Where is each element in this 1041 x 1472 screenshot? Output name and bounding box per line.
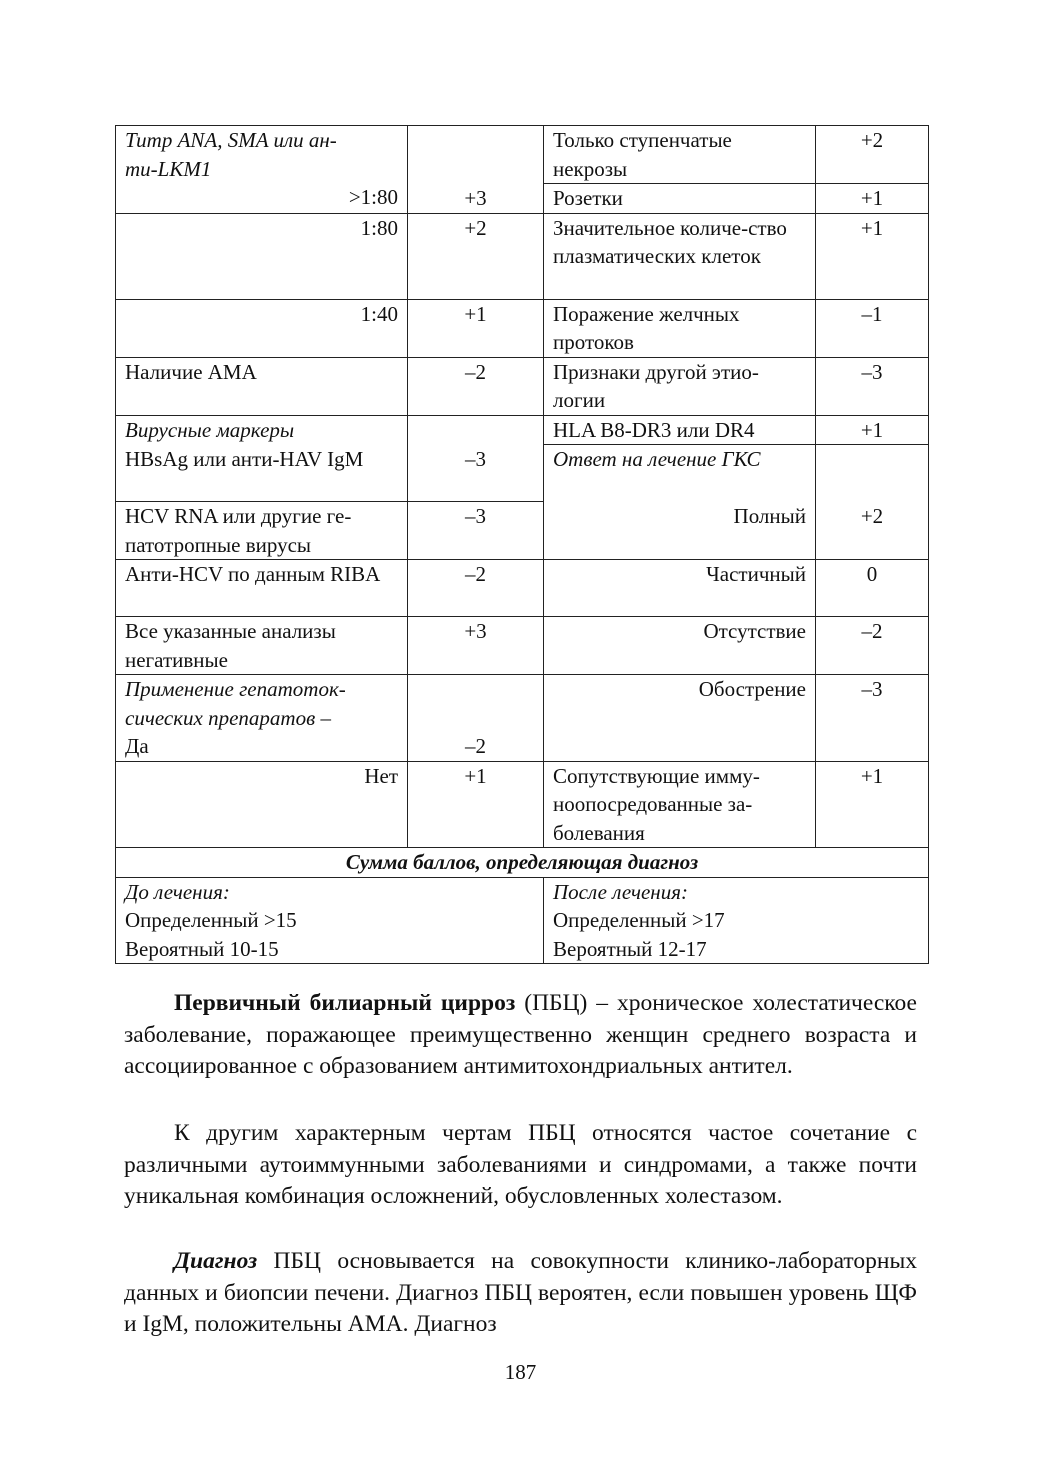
cell-hepatotoxic	[116, 675, 408, 762]
table-row	[116, 415, 929, 445]
left-score: +3	[408, 617, 544, 675]
table-row	[116, 761, 929, 848]
left-label: Да	[125, 734, 149, 758]
after-definite: Определенный >17	[553, 908, 725, 932]
left-score: –2	[408, 357, 544, 415]
left-label: Все указанные анализы негативные	[116, 617, 408, 675]
right-label: Сопутствующие имму-ноопосредованные за-болевания	[544, 761, 816, 848]
left-value: 1:40	[116, 299, 408, 357]
table-row	[116, 560, 929, 617]
cell-ana-titer	[116, 126, 408, 214]
empty-cell	[816, 445, 929, 502]
table-row	[116, 675, 929, 762]
table-row	[116, 357, 929, 415]
right-label: Значительное количе-ство плазматических клеток	[544, 213, 816, 299]
table-row	[116, 213, 929, 299]
ana-titer-label-1: Титр ANA, SMA или ан-	[125, 128, 337, 152]
treatment-response-heading: Ответ на лечение ГКС	[544, 445, 816, 502]
sum-title: Сумма баллов, определяющая диагноз	[116, 848, 929, 878]
left-score: +1	[408, 761, 544, 848]
right-score: –3	[816, 357, 929, 415]
before-probable: Вероятный 10-15	[125, 936, 279, 961]
left-value: 1:80	[116, 213, 408, 299]
right-label: Частичный	[544, 560, 816, 617]
left-label: HBsAg или анти-HAV IgM	[116, 445, 408, 502]
pbc-term: Первичный билиарный цирроз	[174, 990, 516, 1016]
after-probable: Вероятный 12-17	[553, 936, 707, 961]
right-score: +1	[816, 184, 929, 214]
left-score: +2	[408, 213, 544, 299]
page-number: 187	[504, 1360, 537, 1384]
table-row	[116, 126, 929, 184]
paragraph-pbc-definition	[124, 988, 917, 1083]
left-label: HCV RNA или другие ге-патотропные вирусы	[116, 502, 408, 560]
table-row	[116, 617, 929, 675]
left-score: –3	[408, 502, 544, 560]
right-label: Полный	[544, 502, 816, 560]
right-score: +2	[816, 502, 929, 560]
left-score: –2	[408, 675, 544, 762]
right-score: +1	[816, 415, 929, 445]
right-score: –2	[816, 617, 929, 675]
after-treatment-cell	[544, 877, 929, 964]
right-label: HLA B8-DR3 или DR4	[544, 415, 816, 445]
before-definite: Определенный >15	[125, 908, 297, 932]
right-label: Поражение желчных протоков	[544, 299, 816, 357]
pbc-features-text: К другим характерным чертам ПБЦ относятся частое сочетание с различными аутоиммунными заболеваниями и синдромами, а также почти уникальная комбинация осложнений, обусловленных холестазом.	[124, 1120, 917, 1209]
left-score: –3	[408, 445, 544, 502]
table-row	[116, 502, 929, 560]
left-score: +1	[408, 299, 544, 357]
pbc-definition-text: (ПБЦ) – хроническое холестатическое заболевание, поражающее преимущественно женщин среднего возраста и ассоциированное с образованием антимитохондриальных антител.	[124, 990, 917, 1079]
right-score: 0	[816, 560, 929, 617]
right-label: Обострение	[544, 675, 816, 762]
ana-titer-value: >1:80	[348, 185, 398, 209]
after-treatment-heading: После лечения:	[553, 879, 688, 904]
left-score: –2	[408, 560, 544, 617]
right-score: +1	[816, 761, 929, 848]
table-row	[116, 299, 929, 357]
hepatotoxic-heading: Применение гепатоток-сических препаратов –	[125, 677, 346, 730]
right-score: –3	[816, 675, 929, 762]
left-value: Нет	[116, 761, 408, 848]
right-label: Отсутствие	[544, 617, 816, 675]
right-score: +2	[816, 126, 929, 184]
right-score: –1	[816, 299, 929, 357]
table-row	[116, 445, 929, 502]
viral-markers-heading: Вирусные маркеры	[116, 415, 408, 445]
right-score: +1	[816, 213, 929, 299]
ana-titer-label-2: ти-LKM1	[125, 156, 212, 181]
left-label: Наличие AMA	[116, 357, 408, 415]
empty-cell	[408, 415, 544, 445]
before-treatment-heading: До лечения:	[125, 879, 230, 904]
paragraph-pbc-diagnosis	[124, 1246, 917, 1341]
right-label: Признаки другой этио-логии	[544, 357, 816, 415]
left-label: Анти-HCV по данным RIBA	[116, 560, 408, 617]
table-row	[116, 848, 929, 878]
paragraph-pbc-features	[124, 1118, 917, 1213]
before-treatment-cell	[116, 877, 544, 964]
right-label: Только ступенчатые некрозы	[544, 126, 816, 184]
right-label: Розетки	[544, 184, 816, 214]
diagnosis-text: ПБЦ основывается на совокупности клинико-лабораторных данных и биопсии печени. Диагноз ПБЦ вероятен, если повышен уровень ЩФ и IgM, положительны AMA. Диагноз	[124, 1248, 917, 1337]
table-row	[116, 877, 929, 964]
diagnosis-term: Диагноз	[174, 1248, 258, 1274]
scoring-table	[115, 125, 929, 964]
ana-titer-score: +3	[408, 126, 544, 214]
